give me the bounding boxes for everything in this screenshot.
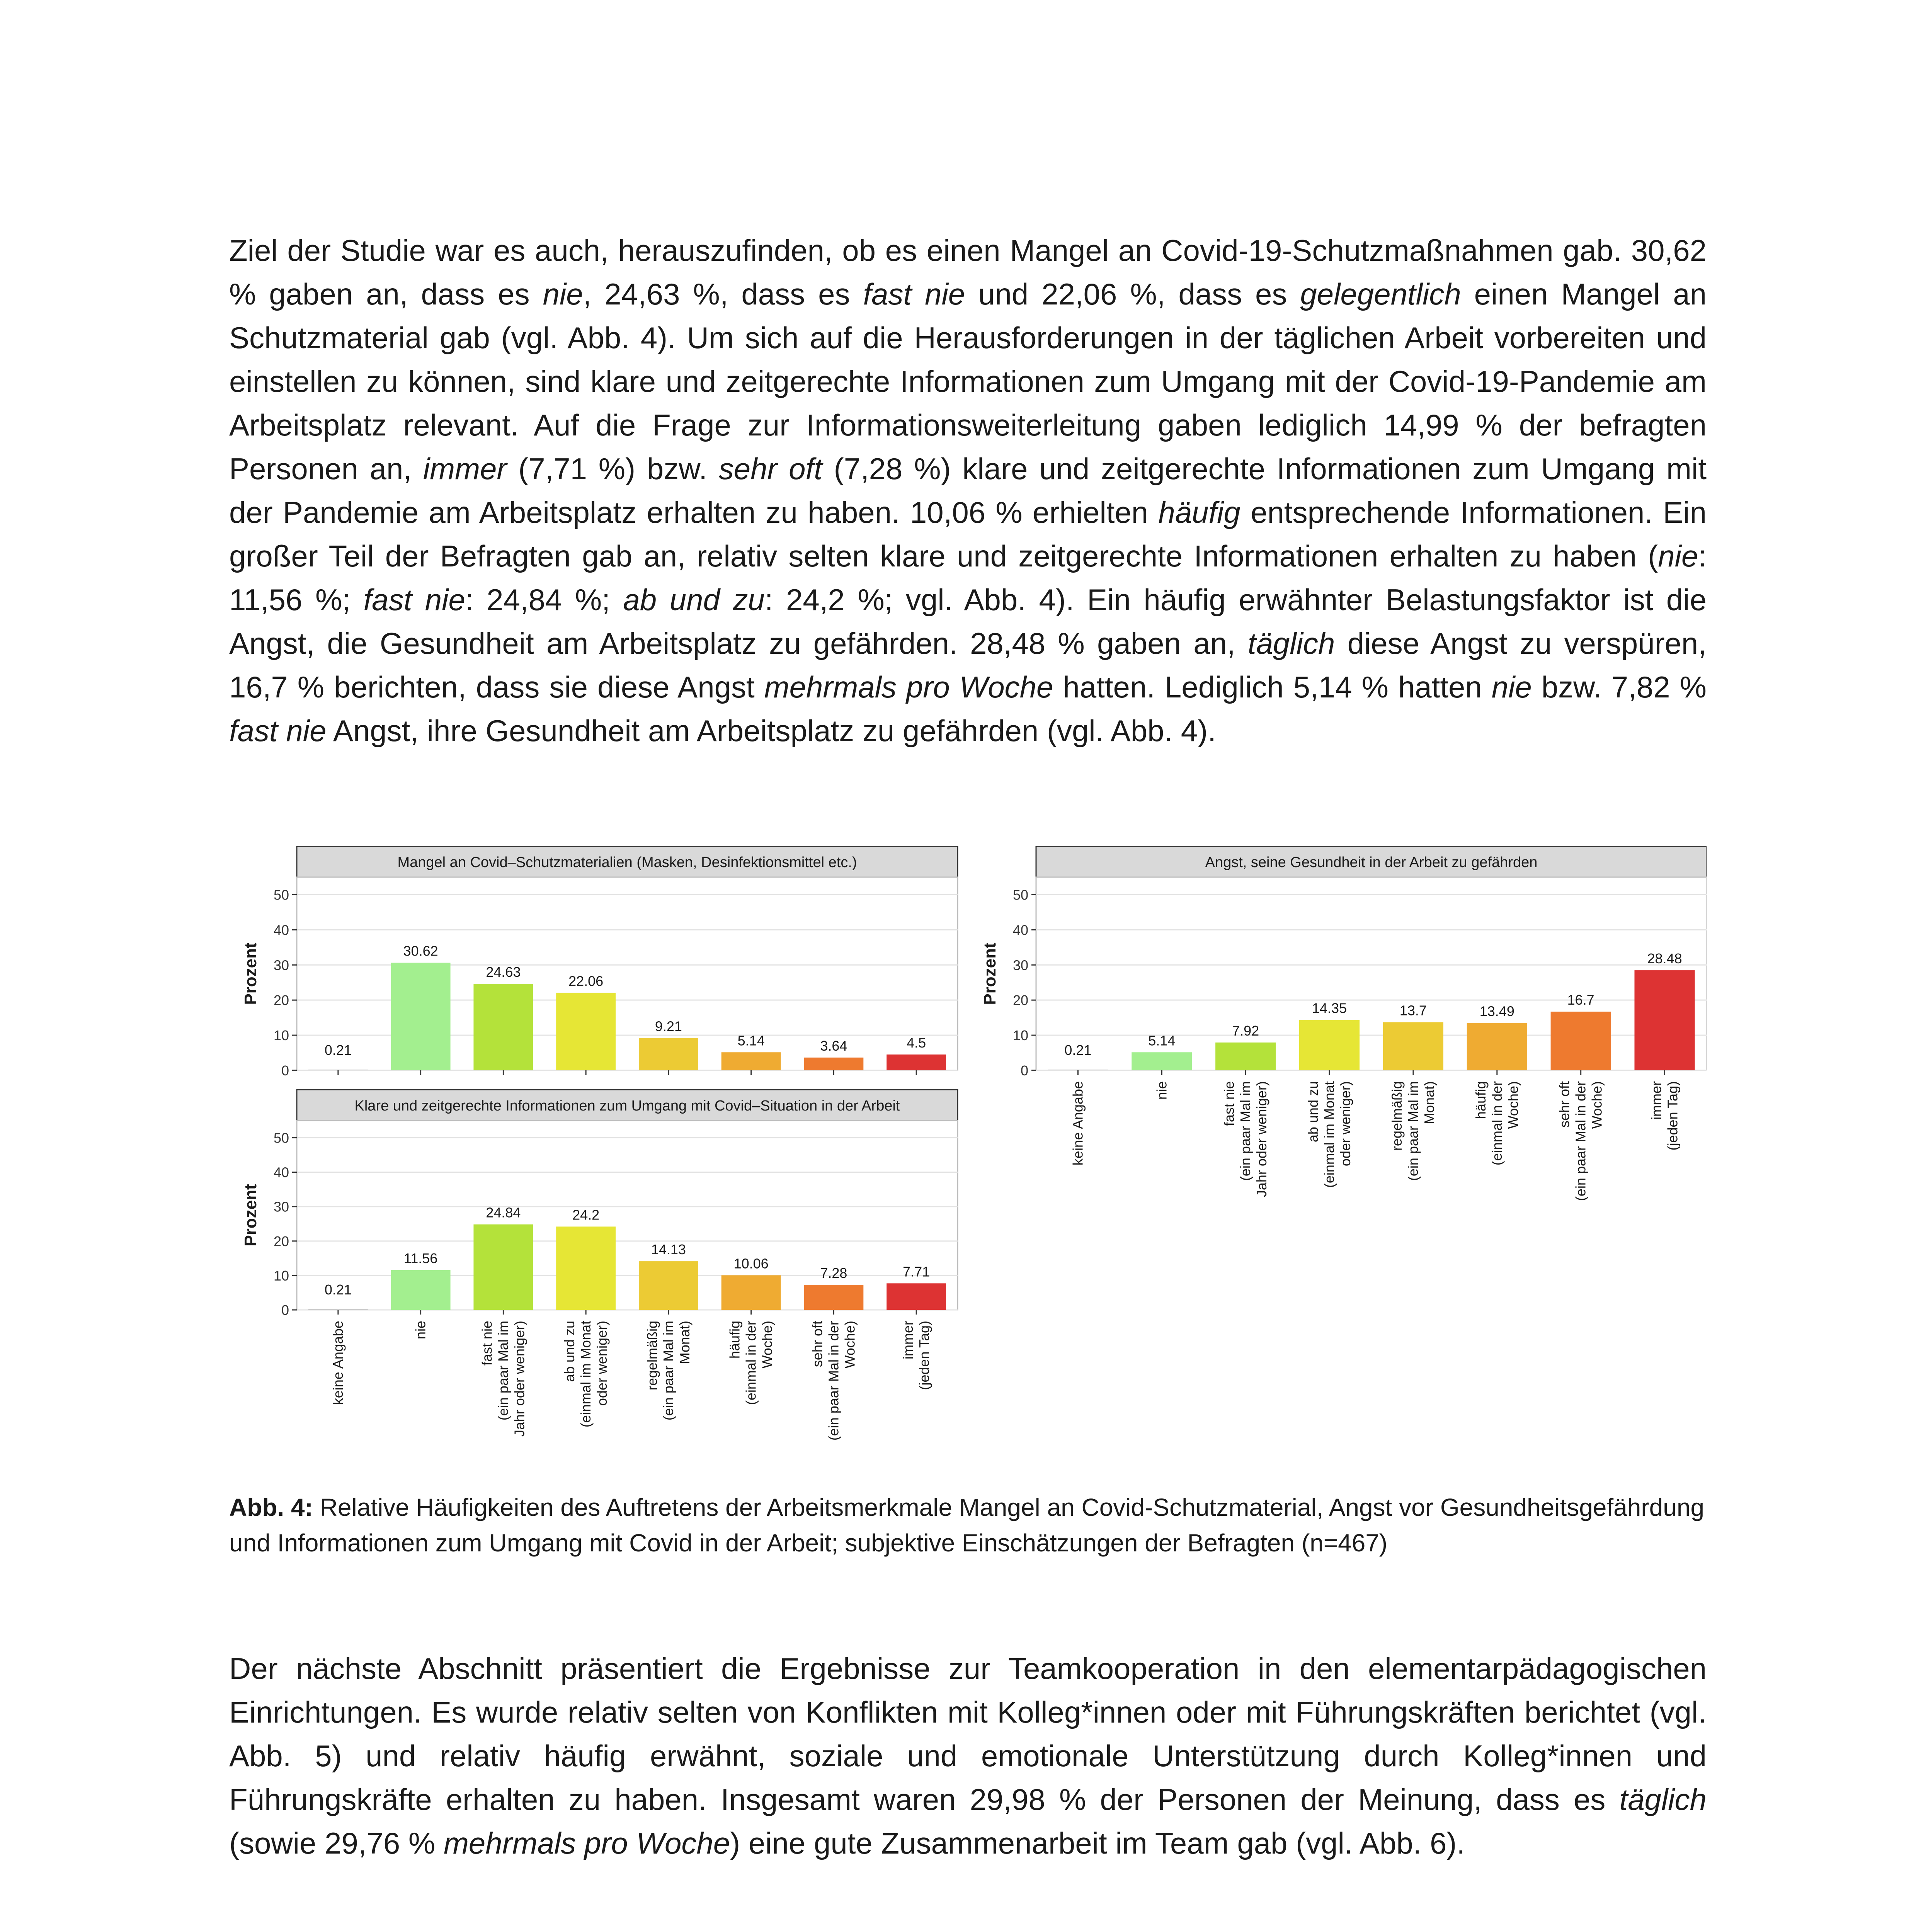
bar <box>1551 1012 1611 1070</box>
paragraph2-run: Der nächste Abschnitt präsentiert die Ergebnisse zur Teamkooperation in den elementarpädagogischen Einrichtungen. Es wurde relativ selten von Konflikten mit Kolleg*innen oder mit Führungskräften berichtet (vgl. Abb. 5) und relativ häufig erwähnt, soziale und emotionale Unterstützung durch Kolleg*innen und Führungskräfte erhalten zu haben. Insgesamt waren 29,98 % der Personen der Meinung, dass es <box>229 1651 1707 1816</box>
paragraph1-run: fast nie <box>363 583 465 617</box>
bar <box>308 1309 368 1310</box>
bar-value-label: 11.56 <box>403 1250 438 1267</box>
body-paragraph-2 <box>229 1647 1707 1865</box>
x-tick-label: (einmal im Monat <box>1321 1081 1337 1188</box>
x-tick-label: Jahr oder weniger) <box>1254 1081 1270 1197</box>
bar <box>804 1058 863 1070</box>
paragraph1-run: täglich <box>1247 626 1335 660</box>
bar-value-label: 0.21 <box>324 1042 352 1058</box>
bar-value-label: 14.13 <box>651 1242 686 1258</box>
paragraph1-run: bzw. 7,82 % <box>1531 670 1707 704</box>
bar-value-label: 28.48 <box>1647 951 1682 967</box>
paragraph1-run: : 24,84 %; <box>465 583 623 617</box>
x-tick-label: Woche) <box>759 1321 775 1369</box>
x-tick-label: nie <box>412 1321 429 1340</box>
bar <box>473 984 533 1070</box>
x-tick-label: Jahr oder weniger) <box>511 1321 527 1437</box>
y-tick-label: 0 <box>281 1063 289 1078</box>
paragraph1-run: diese Angst zu verspüren, 16,7 % berichten, dass sie diese Angst <box>229 626 1707 704</box>
y-tick-label: 10 <box>273 1027 289 1044</box>
bar-value-label: 0.21 <box>1064 1042 1092 1058</box>
x-tick-label: Woche) <box>1505 1081 1521 1129</box>
y-tick-label: 40 <box>273 1164 289 1180</box>
paragraph1-run: nie <box>543 277 583 311</box>
x-tick-label: (ein paar Mal im <box>1405 1081 1421 1181</box>
x-tick-label: immer <box>900 1321 916 1359</box>
x-tick-label: häufig <box>727 1321 743 1359</box>
paragraph1-run: : 24,2 %; vgl. Abb. 4). Ein häufig erwähnter Belastungsfaktor ist die Angst, die Gesundheit am Arbeitsplatz zu gefährden. 28,48 % gaben an, <box>229 583 1707 660</box>
paragraph2-run: (sowie 29,76 % <box>229 1826 444 1860</box>
y-tick-label: 10 <box>273 1267 289 1284</box>
paragraph1-run: nie <box>1491 670 1532 704</box>
bar-value-label: 7.71 <box>903 1264 930 1280</box>
bar <box>1634 970 1695 1070</box>
figure-abb-4 <box>229 846 1707 1480</box>
x-tick-label: fast nie <box>479 1321 495 1366</box>
bar-charts-svg <box>229 846 1707 1480</box>
bar-value-label: 5.14 <box>1148 1032 1176 1049</box>
x-tick-label: (ein paar Mal im <box>495 1321 511 1421</box>
paragraph1-run: gelegentlich <box>1300 277 1461 311</box>
bar-value-label: 0.21 <box>324 1282 352 1298</box>
bar <box>1299 1020 1360 1070</box>
y-tick-label: 40 <box>1012 922 1028 938</box>
paragraph1-run: mehrmals pro Woche <box>764 670 1053 704</box>
caption-label: Abb. 4: <box>229 1493 313 1521</box>
paragraph1-run: ab und zu <box>623 583 765 617</box>
bar-value-label: 7.92 <box>1232 1023 1259 1039</box>
bar <box>391 963 451 1070</box>
y-axis-title: Prozent <box>241 1184 260 1247</box>
x-tick-label: (jeden Tag) <box>1664 1081 1681 1151</box>
bar <box>639 1038 698 1070</box>
x-tick-label: ab und zu <box>562 1321 578 1382</box>
x-tick-label: (einmal in der <box>743 1321 759 1405</box>
panel-title: Mangel an Covid–Schutzmaterialien (Masken, Desinfektionsmittel etc.) <box>397 854 857 871</box>
paragraph1-run: Ziel der Studie war es auch, herauszufinden, ob es einen Mangel an Covid-19-Schutzmaßnahmen gab. 30,62 % gaben an, dass es <box>229 233 1707 311</box>
paragraph1-run: (7,28 %) klare und zeitgerechte Informationen zum Umgang mit der Pandemie am Arbeitsplatz erhalten zu haben. 10,06 % erhielten <box>229 452 1707 529</box>
bar-value-label: 14.35 <box>1312 1000 1347 1016</box>
x-tick-label: ab und zu <box>1305 1081 1321 1143</box>
paragraph1-run: nie <box>1658 539 1698 573</box>
x-tick-label: (einmal im Monat <box>578 1321 594 1428</box>
x-tick-label: Monat) <box>1421 1081 1437 1125</box>
y-tick-label: 20 <box>1012 992 1028 1009</box>
bar <box>887 1054 946 1070</box>
x-tick-label: keine Angabe <box>1070 1081 1086 1166</box>
x-tick-label: fast nie <box>1221 1081 1237 1126</box>
y-tick-label: 10 <box>1012 1027 1028 1044</box>
x-tick-label: (ein paar Mal im <box>1237 1081 1254 1181</box>
bar-value-label: 7.28 <box>820 1265 847 1281</box>
bar-value-label: 24.2 <box>572 1207 600 1223</box>
panel-title: Angst, seine Gesundheit in der Arbeit zu gefährden <box>1205 854 1538 871</box>
y-axis-title: Prozent <box>241 942 260 1005</box>
bar <box>556 993 616 1070</box>
paragraph1-run: : 11,56 %; <box>229 539 1707 617</box>
x-tick-label: oder weniger) <box>594 1321 610 1406</box>
y-axis-title: Prozent <box>980 942 999 1005</box>
x-tick-label: sehr oft <box>1556 1081 1572 1128</box>
bar-value-label: 24.84 <box>486 1204 521 1221</box>
x-tick-label: (ein paar Mal in der <box>825 1321 842 1441</box>
bar-value-label: 5.14 <box>737 1032 765 1049</box>
paragraph1-run: häufig <box>1158 495 1240 529</box>
y-tick-label: 50 <box>1012 887 1028 903</box>
y-tick-label: 50 <box>273 887 289 903</box>
y-tick-label: 20 <box>273 1233 289 1249</box>
bar <box>1132 1052 1192 1070</box>
caption-text: Relative Häufigkeiten des Auftretens der Arbeitsmerkmale Mangel an Covid-Schutzmaterial, Angst vor Gesundheitsgefährdung und Informationen zum Umgang mit Covid in der Arbeit; subjektive Einschätzungen der Befragten (n=467) <box>229 1493 1705 1557</box>
bar-value-label: 24.63 <box>486 964 521 980</box>
y-tick-label: 50 <box>273 1130 289 1146</box>
bar <box>721 1052 781 1070</box>
paragraph2-run: ) eine gute Zusammenarbeit im Team gab (vgl. Abb. 6). <box>730 1826 1465 1860</box>
paragraph2-run: mehrmals pro Woche <box>443 1826 730 1860</box>
paragraph1-run: einen Mangel an Schutzmaterial gab (vgl. Abb. 4). Um sich auf die Herausforderungen in der täglichen Arbeit vorbereiten und einstellen zu können, sind klare und zeitgerechte Informationen zum Umgang mit der Covid-19-Pandemie am Arbeitsplatz relevant. Auf die Frage zur Informationsweiterleitung gaben lediglich 14,99 % der befragten Personen an, <box>229 277 1707 486</box>
bar-value-label: 22.06 <box>568 973 604 989</box>
x-tick-label: häufig <box>1472 1081 1489 1119</box>
paragraph1-run: sehr oft <box>718 452 822 486</box>
bar <box>639 1261 698 1310</box>
x-tick-label: Woche) <box>1589 1081 1605 1129</box>
bar <box>804 1285 863 1310</box>
paragraph1-run: immer <box>423 452 507 486</box>
x-tick-label: (einmal in der <box>1489 1081 1505 1166</box>
bar <box>391 1270 451 1310</box>
x-tick-label: immer <box>1648 1081 1664 1120</box>
y-tick-label: 30 <box>273 1199 289 1215</box>
bar <box>721 1275 781 1310</box>
bar <box>1467 1023 1527 1070</box>
y-tick-label: 40 <box>273 922 289 938</box>
panel-title: Klare und zeitgerechte Informationen zum Umgang mit Covid–Situation in der Arbeit <box>354 1098 900 1114</box>
x-tick-label: Woche) <box>842 1321 858 1369</box>
y-tick-label: 0 <box>281 1302 289 1318</box>
y-tick-label: 20 <box>273 992 289 1009</box>
paragraph1-run: , 24,63 %, dass es <box>583 277 863 311</box>
bar-value-label: 30.62 <box>403 943 438 959</box>
x-tick-label: (ein paar Mal in der <box>1572 1081 1589 1201</box>
bar-value-label: 9.21 <box>655 1018 682 1034</box>
bar-value-label: 13.49 <box>1479 1003 1514 1019</box>
bar-value-label: 3.64 <box>820 1037 847 1054</box>
x-tick-label: keine Angabe <box>330 1321 346 1405</box>
paragraph1-run: fast nie <box>863 277 965 311</box>
paragraph1-run: hatten. Lediglich 5,14 % hatten <box>1053 670 1492 704</box>
paragraph2-run: täglich <box>1619 1782 1707 1816</box>
bar-value-label: 16.7 <box>1567 992 1594 1008</box>
figure-caption <box>229 1490 1707 1561</box>
x-tick-label: (jeden Tag) <box>916 1321 932 1390</box>
bar-value-label: 10.06 <box>733 1255 769 1272</box>
paragraph1-run: und 22,06 %, dass es <box>965 277 1300 311</box>
bar <box>887 1283 946 1310</box>
x-tick-label: regelmäßig <box>1389 1081 1405 1151</box>
bar-value-label: 13.7 <box>1399 1002 1427 1019</box>
bar <box>1383 1022 1443 1070</box>
y-tick-label: 30 <box>273 957 289 973</box>
bar <box>1215 1043 1276 1070</box>
x-tick-label: regelmäßig <box>644 1321 660 1391</box>
x-tick-label: oder weniger) <box>1337 1081 1354 1167</box>
bar <box>473 1225 533 1310</box>
paragraph1-run: Angst, ihre Gesundheit am Arbeitsplatz zu gefährden (vgl. Abb. 4). <box>326 714 1216 748</box>
body-paragraph-1 <box>229 229 1707 753</box>
x-tick-label: (ein paar Mal im <box>660 1321 676 1421</box>
paragraph1-run: (7,71 %) bzw. <box>507 452 719 486</box>
paragraph1-run: fast nie <box>229 714 327 748</box>
x-tick-label: nie <box>1154 1081 1170 1100</box>
y-tick-label: 30 <box>1012 957 1028 973</box>
bar-value-label: 4.5 <box>907 1035 926 1051</box>
x-tick-label: sehr oft <box>809 1321 825 1367</box>
bar <box>556 1226 616 1310</box>
y-tick-label: 0 <box>1020 1063 1028 1078</box>
x-tick-label: Monat) <box>676 1321 693 1364</box>
paragraph1-run: entsprechende Informationen. Ein großer Teil der Befragten gab an, relativ selten klare und zeitgerechte Informationen erhalten zu haben ( <box>229 495 1707 573</box>
